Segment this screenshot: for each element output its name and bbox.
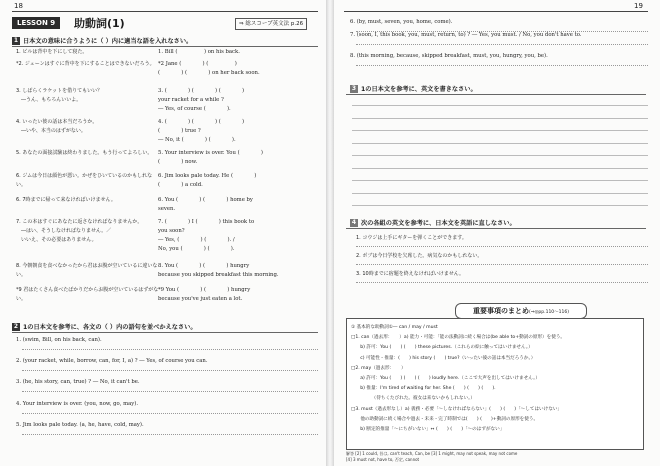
item-japanese: *2. ジェーンはすぐに背中を下にすることはできないだろう。 — [16, 61, 155, 67]
item-japanese: ―はい、そうしなければなりません。／ — [16, 228, 112, 234]
answer-line[interactable] — [22, 391, 318, 392]
item-english: you soon? — [158, 228, 185, 234]
answer-line[interactable] — [356, 282, 648, 283]
answer-line[interactable] — [356, 264, 648, 265]
item-japanese: いいえ、その必要はありません。 — [16, 237, 97, 243]
summary-line: □2. may（過去形： ） — [351, 365, 406, 371]
item-english: 4. ( ) ( ) ( ) — [158, 119, 245, 125]
item-english: 8. You ( ) ( ) hungry — [158, 263, 250, 269]
item-japanese: 5. あなたの面接試験は終わりました。もう行ってよろしい。 — [16, 150, 153, 156]
item-japanese: ―うん、もちろんいいよ。 — [16, 97, 82, 103]
answer-line[interactable] — [22, 413, 318, 414]
summary-line: b) 推量：I'm tired of waiting for her. She ( ) ( ) ( ). — [351, 386, 496, 392]
item-english: 7. ( ) I ( ) this book to — [158, 219, 255, 225]
writing-line[interactable] — [352, 155, 648, 156]
item-japanese: 1. ビルは背中を下にして寝た。 — [16, 49, 88, 55]
section3-instruction: 1の日本文を参考に、英文を書きなさい。 — [361, 86, 477, 93]
writing-line[interactable] — [352, 205, 648, 206]
item-english: seven. — [158, 206, 176, 212]
writing-line[interactable] — [352, 143, 648, 144]
lesson-title: 助動詞(1) — [74, 17, 125, 30]
section4-instruction: 次の各組の英文を参考に、日本文を英語に直しなさい。 — [361, 220, 516, 227]
section3-rule — [346, 94, 646, 95]
writing-line[interactable] — [352, 118, 648, 119]
item-english: ( ) a cold. — [158, 182, 203, 188]
answer-line[interactable] — [22, 434, 318, 435]
answer-line[interactable] — [356, 65, 648, 66]
item-japanese: 4. いったい彼の話は本当だろうか。 — [16, 119, 98, 125]
item-english: ― Yes, of course ( ). — [158, 106, 231, 112]
page-number-right: 19 — [634, 2, 643, 10]
footnote-line: [4] 3 must not, have to, 否定, cannot — [346, 457, 420, 462]
item-english: *9 You ( ) ( ) hungry — [158, 287, 251, 293]
item-japanese: *9 君はたくさん食べたばかりだからお腹が空いているはずがない。 — [16, 287, 159, 302]
summary-line: 他の助動詞に続く場合や過去・未来・完了時制では( ) ( )+動詞の原形を使う。 — [351, 416, 539, 422]
section4-number: 4 — [351, 218, 357, 226]
section2-number: 2 — [13, 322, 19, 330]
section4-heading — [350, 218, 516, 227]
translate-item: 3. 10時までに宿題を終えなければいけません。 — [356, 271, 465, 277]
item-english: your racket for a while ? — [158, 97, 224, 103]
item-japanese: 3. しばらくラケットを借りてもいい？ — [16, 88, 103, 94]
writing-line[interactable] — [352, 168, 648, 169]
section1-heading — [12, 36, 192, 45]
header-rule-left — [12, 11, 318, 12]
translate-item: 2. ボブは今日学校を欠席した。病気なのかもしれない。 — [356, 253, 483, 259]
item-english: ― Yes, ( ) ( ). / — [158, 237, 235, 243]
item-english: ( ) now. — [158, 159, 198, 165]
summary-line: （待ちくたびれた。彼女は来ないかもしれない。） — [351, 396, 476, 402]
section3-heading — [350, 84, 477, 93]
reorder-item: 6. (by, must, seven, you, home, come). — [350, 19, 453, 25]
reorder-item: 4. Your interview is over. (you, now, go, may). — [16, 401, 139, 407]
section2-instruction: 1の日本文を参考に、各文の（ ）内の語句を並べかえなさい。 — [23, 324, 197, 331]
item-japanese: 7. この本はすぐにあなたに返さなければなりませんか。 — [16, 219, 143, 225]
section3-number: 3 — [351, 84, 357, 92]
writing-line[interactable] — [352, 130, 648, 131]
reorder-item: 8. (this morning, because, skipped breakfast, must, you, hungry, you, be). — [350, 53, 548, 59]
item-english: because you skipped breakfast this morning. — [158, 272, 279, 278]
answer-line[interactable] — [356, 44, 648, 45]
summary-line: c) 可能性・推量：( ) his story ( ) true?（いったい彼の話は本当だろうか。） — [351, 355, 536, 361]
footnote-line: 解答 [2] 1 could, 昔は, can't teach, Can, be [3] 1 might, may not speak, may not come — [346, 451, 518, 456]
reference-box: ⇒ 総スコープ英文法 p.26 — [235, 18, 307, 30]
summary-title: 重要事項のまとめ — [472, 307, 529, 315]
reorder-item: 2. (your racket, while, borrow, can, for, I, a) ? ― Yes, of course you can. — [16, 358, 208, 364]
summary-ref: (⇒◎pp.110〜116) — [528, 310, 570, 315]
summary-line: □1. can（過去形： ）a) 能力・可能：「能の法動詞に続く場合は(be able to+動詞の原形）を使う。 — [351, 335, 566, 341]
item-english: 6. You ( ) ( ) home by — [158, 197, 253, 203]
reorder-item: 1. (swim, Bill, on his back, can). — [16, 337, 102, 343]
lesson-label: LESSON 9 — [12, 17, 60, 29]
summary-line: a) 許可：You ( ) ( ) ( ) loudly here.（ここで大声を出してはいけません。） — [351, 376, 540, 381]
item-english: because you've just eaten a lot. — [158, 296, 243, 302]
item-english: *2 Jane ( ) ( ) — [158, 61, 237, 67]
summary-title-box — [455, 303, 587, 319]
section1-rule — [12, 46, 318, 47]
item-english: 5. Your interview is over. You ( ) — [158, 150, 263, 156]
item-english: No, you ( ) ( ). — [158, 246, 235, 252]
item-english: ― No, it ( ) ( ). — [158, 137, 236, 143]
book-gutter — [326, 0, 334, 466]
section1-instruction: 日本文の意味に合うように（ ）内に適当な語を入れなさい。 — [23, 38, 193, 45]
summary-line: ① 基本的な助動詞①― can / may / must — [351, 325, 438, 330]
writing-line[interactable] — [352, 180, 648, 181]
section2-heading — [12, 322, 197, 331]
reorder-item: 7. (soon, I, this book, you, must, return, to) ? ― Yes, you must. / No, you don't have to. — [350, 32, 582, 38]
item-japanese: 8. 今朝朝食を食べなかったから君はお腹が空いているに違いない。 — [16, 263, 158, 278]
reorder-item: 5. Jim looks pale today. (a, he, have, cold, may). — [16, 422, 144, 428]
translate-item: 1. コウジは上手にギターを弾くことができます。 — [356, 235, 467, 241]
section4-rule — [346, 228, 646, 229]
item-english: ( ) true ? — [158, 128, 201, 134]
item-english: 1. Bill ( ) on his back. — [158, 49, 240, 55]
item-english: ( ) ( ) on her back soon. — [158, 70, 260, 76]
item-japanese: 6. 7時までに帰って来なければいけません。 — [16, 197, 116, 203]
reorder-item: 3. (he, his story, can, true) ? ― No, it can't be. — [16, 379, 140, 385]
answer-line[interactable] — [22, 370, 318, 371]
answer-line[interactable] — [22, 349, 318, 350]
item-japanese: 6. ジムは今日は顔色が悪い。かぜをひいているのかもしれない。 — [16, 173, 153, 188]
writing-line[interactable] — [352, 193, 648, 194]
section2-rule — [12, 332, 318, 333]
page-number-left: 18 — [14, 2, 23, 10]
answer-line[interactable] — [356, 246, 648, 247]
item-japanese: ―いや、本当のはずがない。 — [16, 128, 86, 134]
writing-line[interactable] — [352, 105, 648, 106]
header-rule-right — [344, 11, 648, 12]
section1-number: 1 — [13, 36, 19, 44]
summary-line: □3. must（過去形なし）a) 義務・必要「〜しなければならない」( ) ( )「〜してはいけない」 — [351, 406, 563, 412]
item-english: 3. ( ) ( ) ( ) — [158, 88, 245, 94]
summary-line: b) 断定的推量「〜にちがいない」↔ ( ) ( )「〜のはずがない」 — [351, 427, 505, 432]
summary-line: b) 許可：You ( ) ( ) these pictures.（これらの絵に触ってはいけません。） — [351, 345, 533, 351]
item-english: 6. Jim looks pale today. He ( ) — [158, 173, 257, 179]
